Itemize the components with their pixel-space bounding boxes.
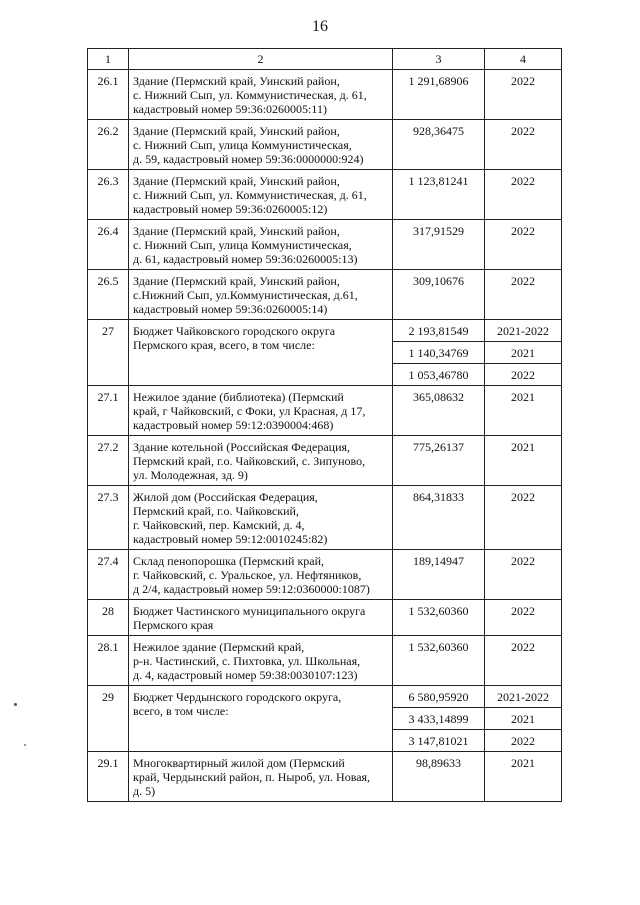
description-line: с. Нижний Сып, улица Коммунистическая, — [133, 238, 352, 252]
item-number: 27.2 — [88, 436, 129, 486]
description-line: Нежилое здание (Пермский край, — [133, 640, 305, 654]
amount-cell: 3 433,14899 — [393, 708, 485, 730]
year-cell: 2022 — [485, 270, 562, 320]
page-number: 16 — [312, 18, 328, 35]
year-cell: 2022 — [485, 70, 562, 120]
item-number: 26.1 — [88, 70, 129, 120]
description-line: Пермского края — [133, 618, 214, 632]
item-number: 26.5 — [88, 270, 129, 320]
amount-cell: 1 532,60360 — [393, 600, 485, 636]
amount-cell: 928,36475 — [393, 120, 485, 170]
amount-cell: 98,89633 — [393, 752, 485, 802]
item-number: 27 — [88, 320, 129, 386]
description-line: с. Нижний Сып, ул. Коммунистическая, д. 61, — [133, 188, 367, 202]
year-cell: 2021 — [485, 436, 562, 486]
description-line: д. 59, кадастровый номер 59:36:0000000:924) — [133, 152, 364, 166]
item-number: 26.2 — [88, 120, 129, 170]
item-number: 27.3 — [88, 486, 129, 550]
description-line: с. Нижний Сып, улица Коммунистическая, — [133, 138, 352, 152]
item-description — [129, 486, 393, 550]
description-line: г. Чайковский, с. Уральское, ул. Нефтяников, — [133, 568, 362, 582]
description-line: г. Чайковский, пер. Камский, д. 4, — [133, 518, 305, 532]
table-row — [88, 270, 562, 320]
description-line: кадастровый номер 59:12:0010245:82) — [133, 532, 328, 546]
item-description — [129, 600, 393, 636]
table-row — [88, 220, 562, 270]
amount-cell: 309,10676 — [393, 270, 485, 320]
header-row — [88, 49, 562, 70]
amount-cell: 189,14947 — [393, 550, 485, 600]
item-description — [129, 636, 393, 686]
item-number: 27.1 — [88, 386, 129, 436]
description-line: Здание (Пермский край, Уинский район, — [133, 74, 340, 88]
description-line: Жилой дом (Российская Федерация, — [133, 490, 318, 504]
item-description — [129, 320, 393, 386]
header-cell: 4 — [485, 49, 562, 70]
header-cell: 2 — [129, 49, 393, 70]
year-cell: 2022 — [485, 120, 562, 170]
allocation-table — [87, 48, 562, 802]
item-number: 26.3 — [88, 170, 129, 220]
description-line: ул. Молодежная, зд. 9) — [133, 468, 248, 482]
year-cell: 2021 — [485, 752, 562, 802]
description-line: Нежилое здание (библиотека) (Пермский — [133, 390, 344, 404]
description-line: кадастровый номер 59:36:0260005:12) — [133, 202, 328, 216]
description-line: д. 4, кадастровый номер 59:38:0030107:123) — [133, 668, 358, 682]
description-line: Здание (Пермский край, Уинский район, — [133, 274, 340, 288]
amount-cell: 6 580,95920 — [393, 686, 485, 708]
description-line: кадастровый номер 59:36:0260005:11) — [133, 102, 327, 116]
table-row — [88, 320, 562, 342]
year-cell: 2022 — [485, 486, 562, 550]
year-cell: 2021 — [485, 386, 562, 436]
description-line: Бюджет Чердынского городского округа, — [133, 690, 342, 704]
year-cell: 2022 — [485, 550, 562, 600]
table-row — [88, 550, 562, 600]
year-cell: 2021 — [485, 708, 562, 730]
year-cell: 2021 — [485, 342, 562, 364]
description-line: Пермский край, г.о. Чайковский, с. Зипуново, — [133, 454, 366, 468]
description-line: р-н. Частинский, с. Пихтовка, ул. Школьная, — [133, 654, 361, 668]
description-line: д. 5) — [133, 784, 156, 798]
header-cell: 1 — [88, 49, 129, 70]
item-number: 26.4 — [88, 220, 129, 270]
table-row — [88, 686, 562, 708]
description-line: всего, в том числе: — [133, 704, 229, 718]
item-description — [129, 220, 393, 270]
year-cell: 2022 — [485, 730, 562, 752]
description-line: Здание (Пермский край, Уинский район, — [133, 124, 340, 138]
table-row — [88, 436, 562, 486]
description-line: Бюджет Частинского муниципального округа — [133, 604, 366, 618]
table-row — [88, 170, 562, 220]
description-line: край, Чердынский район, п. Ныроб, ул. Новая, — [133, 770, 371, 784]
item-description — [129, 436, 393, 486]
description-line: Пермский край, г.о. Чайковский, — [133, 504, 299, 518]
table-row — [88, 120, 562, 170]
item-number: 29 — [88, 686, 129, 752]
amount-cell: 864,31833 — [393, 486, 485, 550]
table-row — [88, 486, 562, 550]
scan-speck — [24, 744, 26, 746]
table-body — [88, 70, 562, 802]
description-line: Пермского края, всего, в том числе: — [133, 338, 315, 352]
item-number: 28 — [88, 600, 129, 636]
item-description — [129, 120, 393, 170]
item-description — [129, 170, 393, 220]
item-description — [129, 550, 393, 600]
table-row — [88, 636, 562, 686]
header-cell: 3 — [393, 49, 485, 70]
scan-speck — [14, 703, 17, 706]
amount-cell: 3 147,81021 — [393, 730, 485, 752]
description-line: Многоквартирный жилой дом (Пермский — [133, 756, 345, 770]
table-row — [88, 70, 562, 120]
item-description — [129, 386, 393, 436]
year-cell: 2022 — [485, 600, 562, 636]
description-line: кадастровый номер 59:36:0260005:14) — [133, 302, 328, 316]
description-line: Склад пенопорошка (Пермский край, — [133, 554, 325, 568]
description-line: Здание (Пермский край, Уинский район, — [133, 224, 340, 238]
description-line: д 2/4, кадастровый номер 59:12:0360000:1087) — [133, 582, 370, 596]
item-number: 27.4 — [88, 550, 129, 600]
description-line: с.Нижний Сып, ул.Коммунистическая, д.61, — [133, 288, 358, 302]
amount-cell: 1 140,34769 — [393, 342, 485, 364]
amount-cell: 1 532,60360 — [393, 636, 485, 686]
amount-cell: 2 193,81549 — [393, 320, 485, 342]
item-number: 29.1 — [88, 752, 129, 802]
description-line: с. Нижний Сып, ул. Коммунистическая, д. 61, — [133, 88, 367, 102]
description-line: Бюджет Чайковского городского округа — [133, 324, 336, 338]
amount-cell: 1 053,46780 — [393, 364, 485, 386]
table-row — [88, 600, 562, 636]
item-description — [129, 270, 393, 320]
year-cell: 2021-2022 — [485, 320, 562, 342]
amount-cell: 317,91529 — [393, 220, 485, 270]
year-cell: 2022 — [485, 364, 562, 386]
amount-cell: 1 123,81241 — [393, 170, 485, 220]
item-description — [129, 686, 393, 752]
description-line: Здание котельной (Российская Федерация, — [133, 440, 351, 454]
description-line: Здание (Пермский край, Уинский район, — [133, 174, 340, 188]
description-line: край, г Чайковский, с Фоки, ул Красная, д 17, — [133, 404, 366, 418]
item-number: 28.1 — [88, 636, 129, 686]
amount-cell: 775,26137 — [393, 436, 485, 486]
year-cell: 2022 — [485, 170, 562, 220]
year-cell: 2022 — [485, 220, 562, 270]
description-line: кадастровый номер 59:12:0390004:468) — [133, 418, 334, 432]
item-description — [129, 752, 393, 802]
item-description — [129, 70, 393, 120]
year-cell: 2022 — [485, 636, 562, 686]
year-cell: 2021-2022 — [485, 686, 562, 708]
amount-cell: 1 291,68906 — [393, 70, 485, 120]
description-line: д. 61, кадастровый номер 59:36:0260005:13) — [133, 252, 358, 266]
table-row — [88, 386, 562, 436]
table-row — [88, 752, 562, 802]
amount-cell: 365,08632 — [393, 386, 485, 436]
